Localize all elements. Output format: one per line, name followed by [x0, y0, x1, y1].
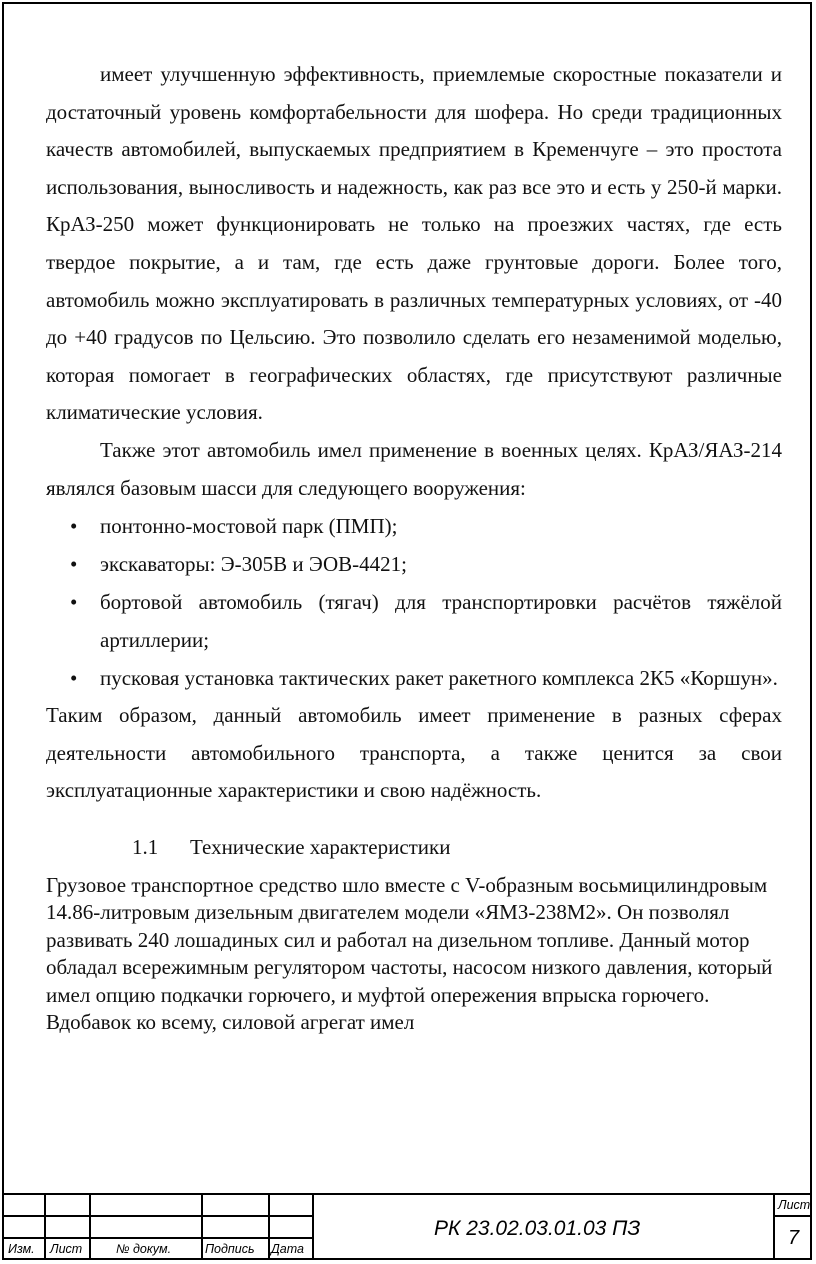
section-title: Технические характеристики [190, 834, 451, 859]
title-block-col-line [201, 1193, 203, 1260]
doc-number-label: № докум. [116, 1242, 172, 1256]
izm-label: Изм. [8, 1242, 35, 1256]
bullet-icon: • [70, 590, 78, 615]
list-item: • экскаваторы: Э-305В и ЭОВ-4421; [46, 545, 782, 583]
list-item: • пусковая установка тактических ракет ракетного комплекса 2К5 «Коршун». [46, 659, 782, 697]
paragraph-4: Грузовое транспортное средство шло вместе с V-образным восьмицилиндровым 14.86-литровым дизельным двигателем модели «ЯМЗ-238М2». Он позволял развивать 240 лошадиных сил и работал на дизельном топливе. Данный мотор обладал всережимным регулятором частоты, насосом низкого давления, который имел опцию подкачки горючего, и муфтой опережения впрыска горючего. Вдобавок ко всему, силовой агрегат имел [46, 872, 773, 1035]
bullet-icon: • [70, 514, 78, 539]
title-block-col-line [268, 1193, 270, 1260]
sheet-cell-line [774, 1215, 810, 1217]
section-heading [132, 828, 782, 866]
title-block-col-line [89, 1193, 91, 1260]
bullet-icon: • [70, 666, 78, 691]
list-item: • понтонно-мостовой парк (ПМП); [46, 507, 782, 545]
list-label: Лист [50, 1242, 83, 1256]
sheet-label: Лист [778, 1198, 811, 1212]
paragraph-1: имеет улучшенную эффективность, приемлемые скоростные показатели и достаточный уровень комфортабельности для шофера. Но среди традиционных качеств автомобилей, выпускаемых предприятием в Кременчуге – это простота использования, выносливость и надежность, как раз все это и есть у 250-й марки. КрАЗ-250 может функционировать не только на проезжих частях, где есть твердое покрытие, а и там, где есть даже грунтовые дороги. Более того, автомобиль можно эксплуатировать в различных температурных условиях, от -40 до +40 градусов по Цельсию. Это позволило сделать его незаменимой моделью, которая помогает в географических областях, где присутствуют различные климатические условия. [46, 62, 782, 425]
title-block [2, 1193, 812, 1260]
signature-label: Подпись [205, 1242, 255, 1256]
sheet-number: 7 [788, 1227, 800, 1249]
title-block-col-line [312, 1193, 314, 1260]
date-label: Дата [271, 1242, 304, 1256]
title-block-top-line [2, 1193, 810, 1195]
title-block-col-line [44, 1193, 46, 1260]
paragraph-3: Таким образом, данный автомобиль имеет применение в разных сферах деятельности автомобильного транспорта, а также ценится за свои эксплуатационные характеристики и свою надёжность. [46, 703, 782, 803]
paragraph-2: Также этот автомобиль имел применение в военных целях. КрАЗ/ЯАЗ-214 являлся базовым шасси для следующего вооружения: [46, 437, 782, 500]
weapons-list [46, 507, 782, 697]
document-code: РК 23.02.03.01.03 ПЗ [434, 1217, 641, 1240]
title-block-col-line [773, 1193, 775, 1260]
section-number: 1.1 [132, 834, 159, 859]
bullet-icon: • [70, 552, 78, 577]
document-body [46, 56, 782, 1037]
list-item: • бортовой автомобиль (тягач) для транспортировки расчётов тяжёлой артиллерии; [46, 583, 782, 659]
